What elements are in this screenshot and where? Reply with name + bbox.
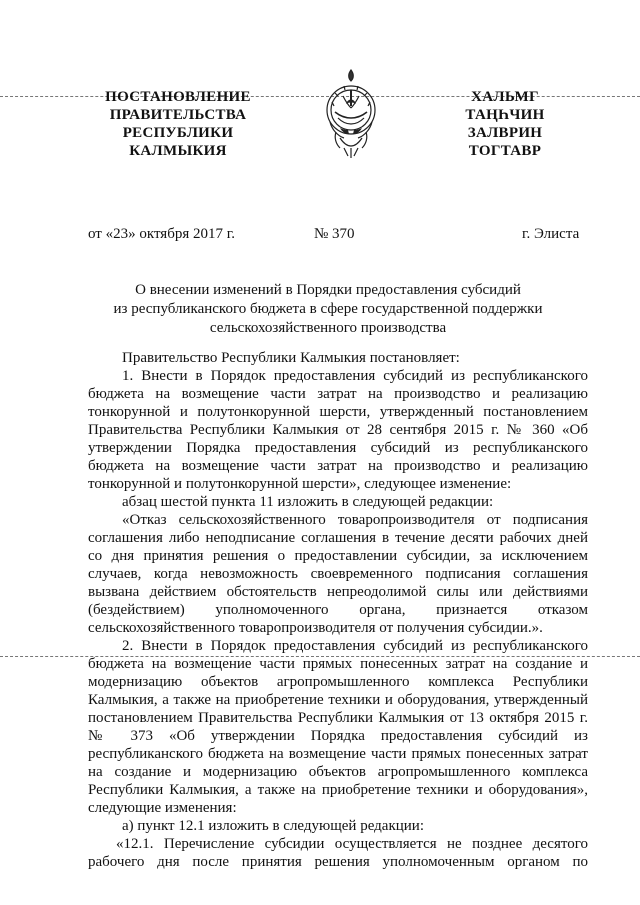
body-line: случаев, когда невозможность своевременного подписания соглашения <box>88 566 588 582</box>
body-line: рабочего дня после принятия решения уполномоченным органом по <box>88 854 588 870</box>
body-line: Правительства Республики Калмыкия от 28 сентября 2015 г. № 360 «Об <box>88 422 588 438</box>
body-line: бюджета на возмещение части прямых понесенных затрат на создание и <box>88 656 588 672</box>
header-right <box>430 88 580 160</box>
body-line: 1. Внести в Порядок предоставления субсидий из республиканского <box>122 368 588 384</box>
body-line: со дня принятия решения о предоставлении субсидии, за исключением <box>88 548 588 564</box>
body-line: тонкорунной и полутонкорунной шерсти, утвержденный постановлением <box>88 404 588 420</box>
document-title <box>80 281 576 338</box>
body-line: «Отказ сельскохозяйственного товаропроизводителя от подписания <box>122 512 588 528</box>
body-line: утверждении Порядка предоставления субсидий из республиканского <box>88 440 588 456</box>
body-line: республиканского бюджета на возмещение части прямых понесенных затрат <box>88 746 588 762</box>
body-line: постановлением Правительства Республики Калмыкия от 13 октября 2015 г. <box>88 710 588 726</box>
title-line: О внесении изменений в Порядки предоставления субсидий <box>135 282 521 298</box>
body-line: абзац шестой пункта 11 изложить в следующей редакции: <box>122 494 494 510</box>
coat-of-arms-emblem-icon <box>318 66 384 162</box>
body-line: соглашения либо неподписание соглашения в течение десяти рабочих дней <box>88 530 588 546</box>
document-body <box>88 349 588 871</box>
document-date: от «23» октября 2017 г. <box>88 226 235 242</box>
body-line: «12.1. Перечисление субсидии осуществляется не позднее десятого <box>116 836 588 852</box>
header-right-line: ТАҢҺЧИН <box>465 107 545 123</box>
body-line: № 373 «Об утверждении Порядка предоставления субсидий из <box>88 728 588 744</box>
title-line: сельскохозяйственного производства <box>209 320 447 336</box>
body-line: бюджета на возмещение части затрат на производство и реализацию <box>88 386 588 402</box>
header-left-line: ПОСТАНОВЛЕНИЕ <box>105 89 251 105</box>
body-line: Республики Калмыкия, а также на приобретение техники и оборудования», <box>88 782 588 798</box>
header-left-line: ПРАВИТЕЛЬСТВА <box>109 107 247 123</box>
body-line: (бездействием) уполномоченного органа, признается отказом <box>88 602 588 618</box>
header-right-line: ХАЛЬМГ <box>471 89 539 105</box>
body-line: 2. Внести в Порядок предоставления субсидий из республиканского <box>122 638 588 654</box>
body-line: следующие изменения: <box>88 800 237 816</box>
body-line: вызвана действием обстоятельств непреодолимой силы или действиями <box>88 584 588 600</box>
header-right-line: ТОГТАВР <box>468 143 542 159</box>
body-line: бюджета на возмещение части затрат на производство и реализацию <box>88 458 588 474</box>
body-line: модернизацию объектов агропромышленного комплекса Республики <box>88 674 588 690</box>
body-line: тонкорунной и полутонкорунной шерсти», следующее изменение: <box>88 476 512 492</box>
body-line: Правительство Республики Калмыкия постановляет: <box>122 350 460 366</box>
body-line: сельскохозяйственного товаропроизводителя от получения субсидии.». <box>88 620 543 636</box>
header-left <box>88 88 268 160</box>
body-line: на создание и модернизацию объектов агропромышленного комплекса <box>88 764 588 780</box>
document-number: № 370 <box>314 226 355 242</box>
header-left-line: КАЛМЫКИЯ <box>129 143 227 159</box>
body-line: Калмыкия, а также на приобретение техники и оборудования, утвержденный <box>88 692 588 708</box>
body-line: а) пункт 12.1 изложить в следующей редакции: <box>122 818 424 834</box>
header-left-line: РЕСПУБЛИКИ <box>122 125 234 141</box>
title-line: из республиканского бюджета в сфере государственной поддержки <box>113 301 543 317</box>
header-right-line: ЗАЛВРИН <box>467 125 543 141</box>
document-city: г. Элиста <box>522 226 580 242</box>
